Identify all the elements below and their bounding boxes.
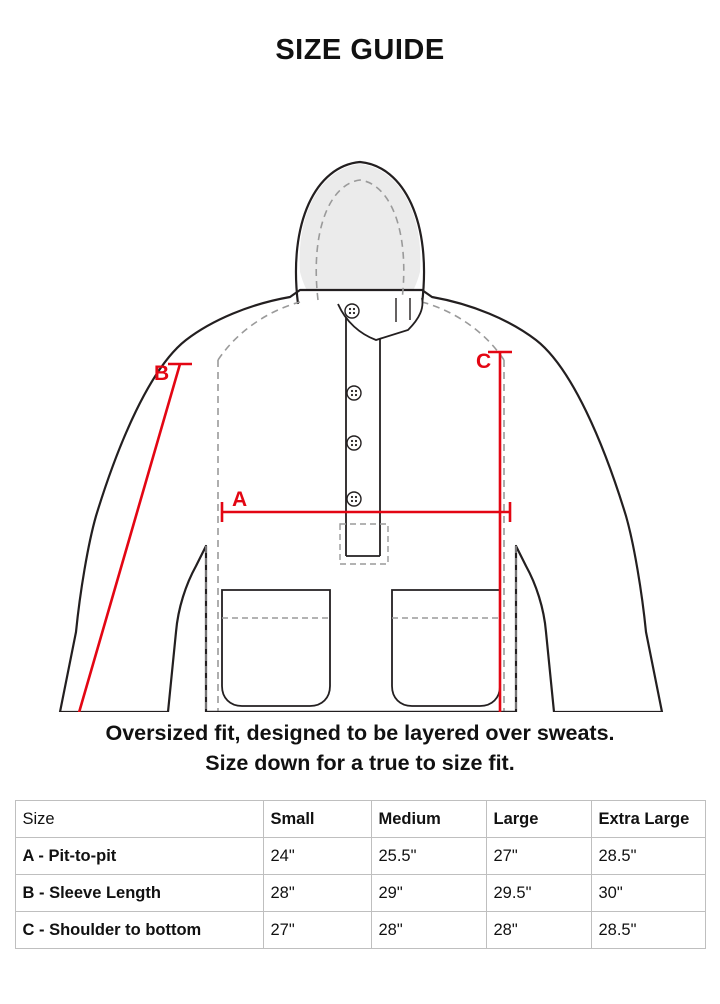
cell-sleeve-length-large: 29.5" [486,875,591,912]
button-4 [347,492,361,506]
header-size: Size [15,801,263,838]
fit-caption-line-2: Size down for a true to size fit. [205,751,515,775]
header-medium: Medium [371,801,486,838]
cell-pit-to-pit-large: 27" [486,838,591,875]
left-pocket [222,590,330,706]
table-row [15,912,705,949]
header-large: Large [486,801,591,838]
table-row [15,875,705,912]
table-header-row [15,801,705,838]
measure-b-label: B [154,362,170,385]
button-3 [347,436,361,450]
header-small: Small [263,801,371,838]
measure-c-label: C [476,350,492,373]
cell-shoulder-to-bottom-extra-large: 28.5" [591,912,705,949]
right-pocket [392,590,500,706]
garment-diagram [0,72,720,712]
cell-pit-to-pit-medium: 25.5" [371,838,486,875]
cell-sleeve-length-small: 28" [263,875,371,912]
row-label-shoulder-to-bottom: C - Shoulder to bottom [15,912,263,949]
page-title: SIZE GUIDE [275,34,445,66]
button-2 [347,386,361,400]
measure-a-label: A [232,488,248,511]
cell-sleeve-length-medium: 29" [371,875,486,912]
row-label-pit-to-pit: A - Pit-to-pit [15,838,263,875]
fit-caption [0,712,720,778]
cell-sleeve-length-extra-large: 30" [591,875,705,912]
cell-shoulder-to-bottom-medium: 28" [371,912,486,949]
garment-illustration [0,72,720,712]
header-extra-large: Extra Large [591,801,705,838]
cell-shoulder-to-bottom-large: 28" [486,912,591,949]
fit-caption-line-1: Oversized fit, designed to be layered over sweats. [105,721,615,745]
cell-pit-to-pit-extra-large: 28.5" [591,838,705,875]
button-1 [345,304,359,318]
cell-pit-to-pit-small: 24" [263,838,371,875]
size-table [15,800,706,949]
cell-shoulder-to-bottom-small: 27" [263,912,371,949]
row-label-sleeve-length: B - Sleeve Length [15,875,263,912]
table-row [15,838,705,875]
